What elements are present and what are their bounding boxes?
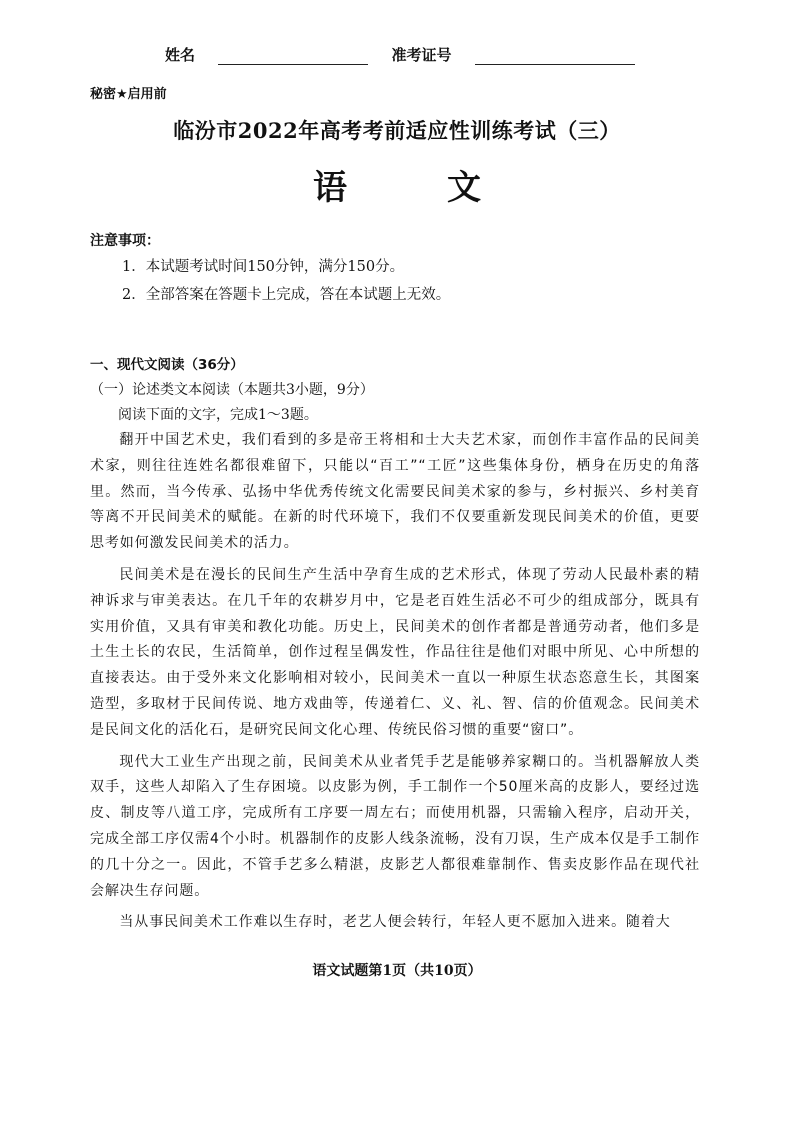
passage-paragraph: 翻开中国艺术史，我们看到的多是帝王将相和士大夫艺术家，而创作丰富作品的民间美术家，则往往连姓名都很难留下，只能以“百工”“工匠”这些集体身份，栖身在历史的角落里。然而，当今传承、弘扬中华优秀传统文化需要民间美术家的参与，乡村振兴、乡村美育等离不开民间美术的赋能。在新的时代环境下，我们不仅要重新发现民间美术的价值，更要思考如何激发民间美术的活力。 [90, 432, 700, 552]
subject-title: 语文 [313, 168, 581, 208]
notes-title: 注意事项： [90, 233, 160, 249]
exam-number-label: 准考证号 [391, 46, 452, 64]
confidential-label: 秘密★启用前 [90, 87, 167, 102]
exam-number-field-line [475, 50, 635, 65]
note-item: 2．全部答案在答题卡上完成，答在本试题上无效。 [122, 287, 451, 303]
page-footer: 语文试题第1页（共10页） [312, 963, 482, 979]
subsection-title: （一）论述类文本阅读（本题共3小题，9分） [90, 382, 374, 398]
section-title: 一、现代文阅读（36分） [90, 357, 244, 373]
note-item: 1．本试题考试时间150分钟，满分150分。 [122, 259, 405, 275]
passage-paragraph: 当从事民间美术工作难以生存时，老艺人便会转行，年轻人更不愿加入进来。随着大 [119, 914, 671, 931]
passage-paragraph: 民间美术是在漫长的民间生产生活中孕育生成的艺术形式，体现了劳动人民最朴素的精神诉求与审美表达。在几千年的农耕岁月中，它是老百姓生活必不可少的组成部分，既具有实用价值，又具有审美和教化功能。历史上，民间美术的创作者都是普通劳动者，他们多是土生土长的农民，生活简单，创作过程呈偶发性，作品往往是他们对眼中所见、心中所想的直接表达。由于受外来文化影响相对较小，民间美术一直以一种原生状态恣意生长，其图案造型，多取材于民间传说、地方戏曲等，传递着仁、义、礼、智、信的价值观念。民间美术是民间文化的活化石，是研究民间文化心理、传统民俗习惯的重要“窗口”。 [90, 566, 700, 738]
reading-passage [90, 428, 700, 936]
name-label: 姓名 [165, 46, 196, 64]
passage-paragraph: 现代大工业生产出现之前，民间美术从业者凭手艺是能够养家糊口的。当机器解放人类双手，这些人却陷入了生存困境。以皮影为例，手工制作一个50厘米高的皮影人，要经过选皮、制皮等八道工序，完成所有工序要一周左右；而使用机器，只需输入程序，启动开关，完成全部工序仅需4个小时。机器制作的皮影人线条流畅，没有刀误，生产成本仅是手工制作的几十分之一。因此，不管手艺多么精湛，皮影艺人都很难靠制作、售卖皮影作品在现代社会解决生存问题。 [90, 753, 700, 899]
exam-title: 临汾市2022年高考考前适应性训练考试（三） [173, 118, 621, 143]
name-field-line [218, 50, 368, 65]
candidate-info-line [165, 44, 635, 65]
reading-instruction: 阅读下面的文字，完成1～3题。 [118, 407, 318, 423]
